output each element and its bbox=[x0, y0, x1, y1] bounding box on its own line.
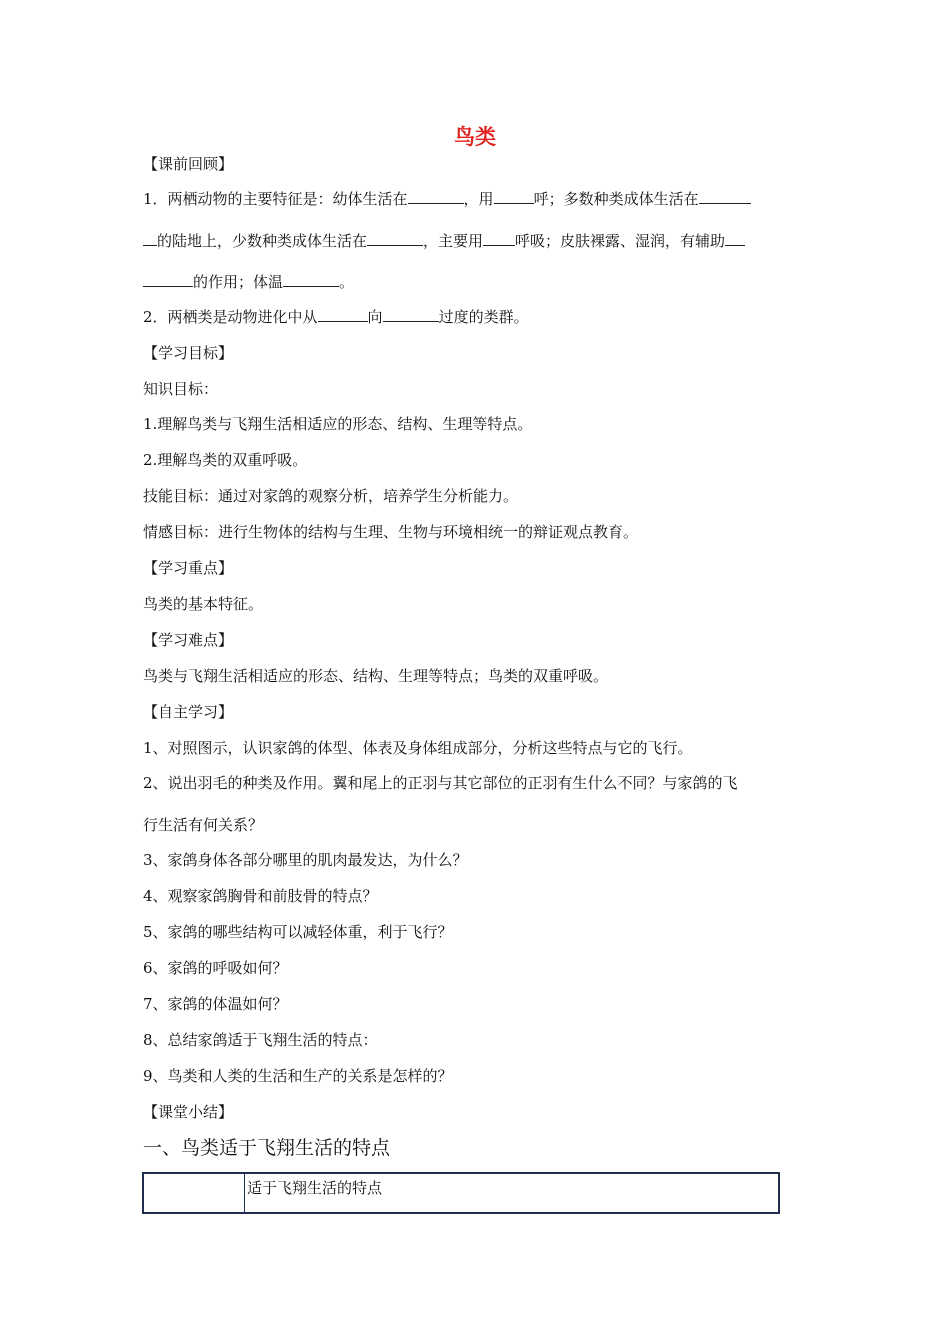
table-row bbox=[143, 1173, 779, 1213]
self-study-item: 7、家鸽的体温如何？ bbox=[143, 995, 288, 1013]
fill-blank[interactable] bbox=[143, 232, 157, 246]
fill-blank[interactable] bbox=[408, 190, 464, 204]
section-goals: 【学习目标】 bbox=[143, 344, 234, 362]
fill-blank[interactable] bbox=[318, 308, 368, 322]
section-summary: 【课堂小结】 bbox=[143, 1103, 234, 1121]
summary-table bbox=[142, 1172, 780, 1214]
table-cell[interactable]: 适于飞翔生活的特点 bbox=[245, 1173, 780, 1213]
emotion-goal: 情感目标：进行生物体的结构与生理、生物与环境相统一的辩证观点教育。 bbox=[143, 523, 639, 541]
self-study-item: 2、说出羽毛的种类及作用。翼和尾上的正羽与其它部位的正羽有生什么不同？与家鸽的飞 bbox=[143, 774, 738, 792]
fill-blank[interactable] bbox=[367, 232, 423, 246]
skill-goal: 技能目标：通过对家鸽的观察分析，培养学生分析能力。 bbox=[143, 487, 519, 505]
summary-heading: 一、鸟类适于飞翔生活的特点 bbox=[143, 1137, 391, 1159]
self-study-item: 1、对照图示，认识家鸽的体型、体表及身体组成部分，分析这些特点与它的飞行。 bbox=[143, 739, 693, 757]
review-q1-line1: 1．两栖动物的主要特征是：幼体生活在 ，用 呼；多数种类成体生活在 bbox=[143, 189, 808, 209]
self-study-item: 4、观察家鸽胸骨和前肢骨的特点？ bbox=[143, 887, 378, 905]
knowledge-goal-2: 2.理解鸟类的双重呼吸。 bbox=[143, 451, 308, 469]
section-self-study: 【自主学习】 bbox=[143, 703, 234, 721]
self-study-item: 6、家鸽的呼吸如何？ bbox=[143, 959, 288, 977]
review-q1-line2: 的陆地上，少数种类成体生活在 ，主要用 呼吸；皮肤裸露、湿润，有辅助 bbox=[143, 231, 808, 251]
fill-blank[interactable] bbox=[483, 232, 515, 246]
knowledge-goal-1: 1.理解鸟类与飞翔生活相适应的形态、结构、生理等特点。 bbox=[143, 415, 533, 433]
section-key: 【学习重点】 bbox=[143, 559, 234, 577]
self-study-item: 5、家鸽的哪些结构可以减轻体重，利于飞行？ bbox=[143, 923, 453, 941]
self-study-item: 8、总结家鸽适于飞翔生活的特点： bbox=[143, 1031, 378, 1049]
self-study-item: 3、家鸽身体各部分哪里的肌肉最发达，为什么？ bbox=[143, 851, 468, 869]
knowledge-goal-label: 知识目标： bbox=[143, 380, 219, 398]
difficulty-text: 鸟类与飞翔生活相适应的形态、结构、生理等特点；鸟类的双重呼吸。 bbox=[143, 667, 609, 685]
section-review: 【课前回顾】 bbox=[143, 155, 234, 173]
section-difficulty: 【学习难点】 bbox=[143, 631, 234, 649]
fill-blank[interactable] bbox=[143, 273, 193, 287]
table-cell[interactable] bbox=[143, 1173, 245, 1213]
fill-blank[interactable] bbox=[699, 190, 751, 204]
fill-blank[interactable] bbox=[494, 190, 534, 204]
fill-blank[interactable] bbox=[725, 232, 745, 246]
self-study-item: 9、鸟类和人类的生活和生产的关系是怎样的？ bbox=[143, 1067, 453, 1085]
page-title: 鸟类 bbox=[454, 125, 496, 149]
key-point: 鸟类的基本特征。 bbox=[143, 595, 264, 613]
review-q1-line3: 的作用；体温 。 bbox=[143, 272, 808, 292]
fill-blank[interactable] bbox=[283, 273, 339, 287]
self-study-item: 行生活有何关系？ bbox=[143, 816, 264, 834]
fill-blank[interactable] bbox=[383, 308, 439, 322]
review-q2: 2．两栖类是动物进化中从 向 过度的类群。 bbox=[143, 308, 529, 326]
